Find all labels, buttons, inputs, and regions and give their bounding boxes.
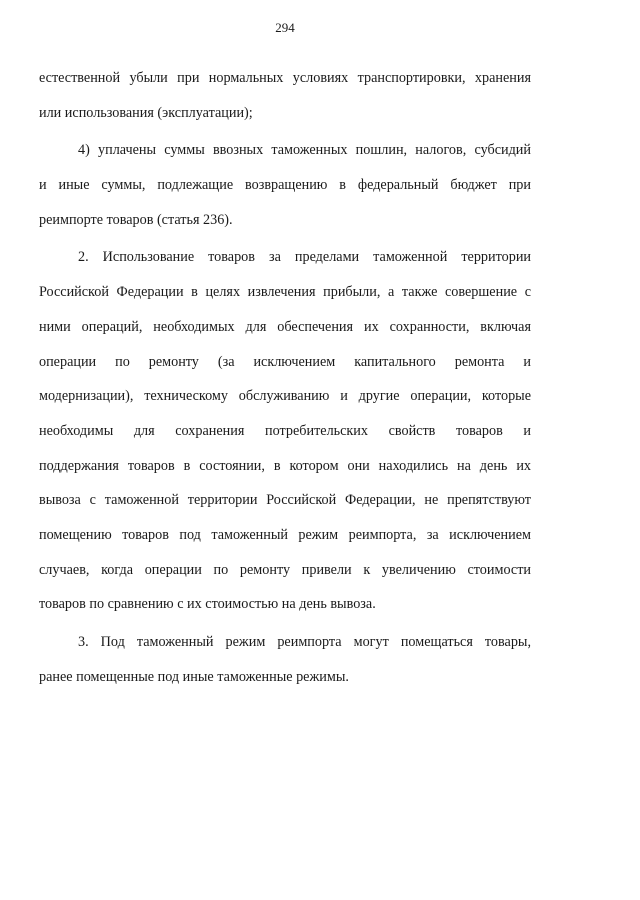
text-line: ранее помещенные под иные таможенные режимы. bbox=[39, 668, 349, 685]
text-line: 4) уплачены суммы ввозных таможенных пошлин, налогов, субсидий bbox=[78, 142, 531, 159]
text-line: вывоза с таможенной территории Российской Федерации, не препятствуют bbox=[39, 492, 531, 509]
text-line: и иные суммы, подлежащие возвращению в федеральный бюджет при bbox=[39, 177, 531, 194]
page-number: 294 bbox=[275, 20, 295, 35]
text-line: 3. Под таможенный режим реимпорта могут помещаться товары, bbox=[78, 634, 531, 650]
document-body bbox=[39, 66, 531, 699]
text-line: модернизации), техническому обслуживанию и другие операции, которые bbox=[39, 388, 531, 405]
text-line: товаров по сравнению с их стоимостью на день вывоза. bbox=[39, 596, 376, 613]
text-line: естественной убыли при нормальных условиях транспортировки, хранения bbox=[39, 70, 531, 86]
paragraph-continuation bbox=[39, 66, 531, 135]
paragraph-section-3 bbox=[39, 630, 531, 699]
text-line: помещению товаров под таможенный режим реимпорта, за исключением bbox=[39, 526, 531, 543]
text-line: Российской Федерации в целях извлечения прибыли, а также совершение с bbox=[39, 284, 531, 301]
text-line: 2. Использование товаров за пределами таможенной территории bbox=[78, 249, 531, 266]
paragraph-item-4 bbox=[39, 138, 531, 242]
text-line: ними операций, необходимых для обеспечения их сохранности, включая bbox=[39, 318, 531, 335]
text-line: операции по ремонту (за исключением капитального ремонта и bbox=[39, 353, 531, 370]
text-line: поддержания товаров в состоянии, в котором они находились на день их bbox=[39, 457, 531, 474]
text-line: реимпорте товаров (статья 236). bbox=[39, 211, 233, 228]
text-line: необходимы для сохранения потребительских свойств товаров и bbox=[39, 422, 531, 439]
paragraph-section-2 bbox=[39, 245, 531, 627]
text-line: случаев, когда операции по ремонту привели к увеличению стоимости bbox=[39, 561, 531, 578]
text-line: или использования (эксплуатации); bbox=[39, 104, 253, 121]
